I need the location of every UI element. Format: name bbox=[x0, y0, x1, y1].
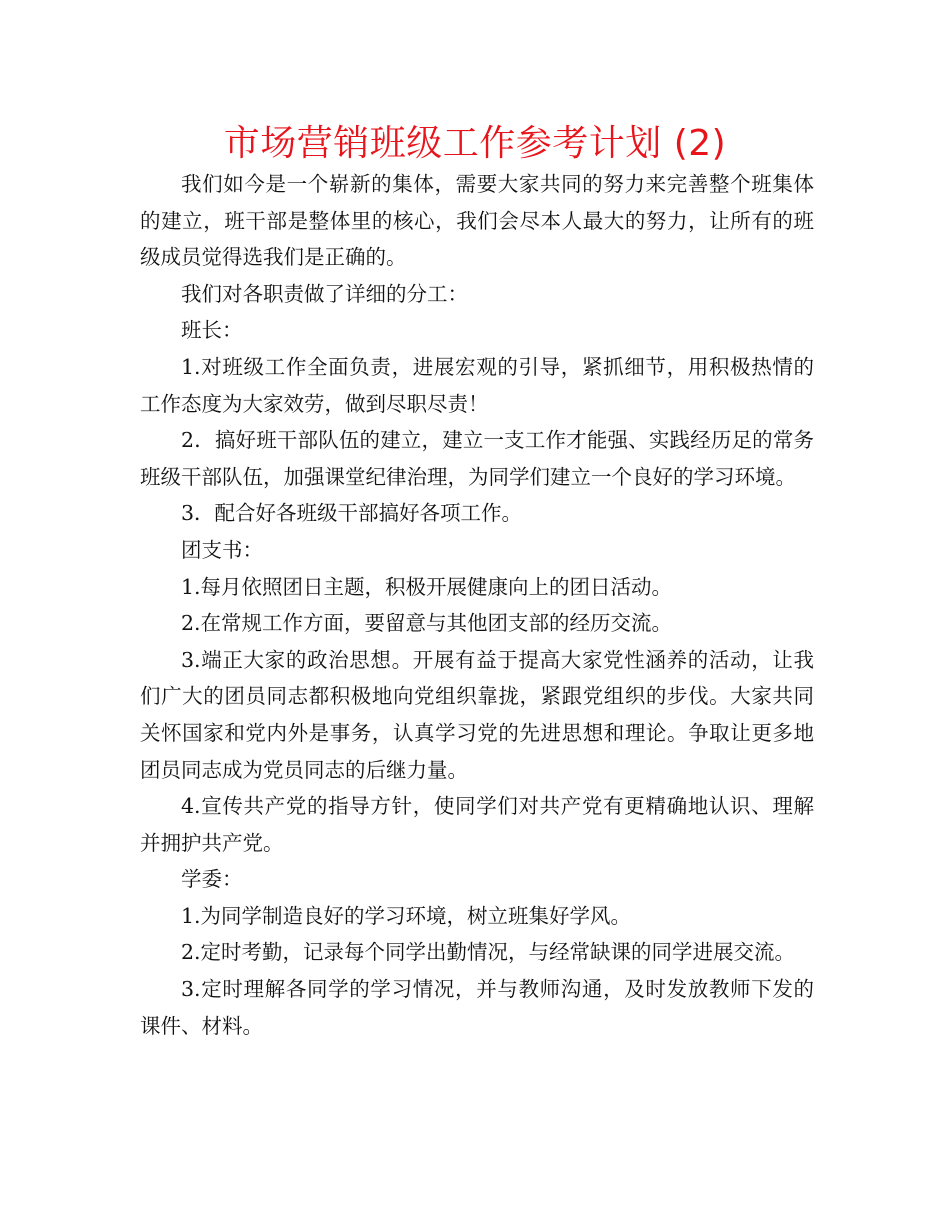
list-item: 2.在常规工作方面，要留意与其他团支部的经历交流。 bbox=[181, 611, 673, 636]
list-item: 1.每月依照团日主题，积极开展健康向上的团日活动。 bbox=[181, 574, 673, 599]
list-item: 1.对班级工作全面负责，进展宏观的引导，紧抓细节，用积极热情的工作态度为大家效劳，做到尽职尽责！ bbox=[140, 354, 814, 416]
document-title: 市场营销班级工作参考计划 (2) bbox=[223, 123, 727, 164]
list-item: 1.为同学制造良好的学习环境，树立班集好学风。 bbox=[181, 903, 632, 928]
section-heading-monitor: 班长： bbox=[181, 318, 243, 343]
section-heading-league-secretary: 团支书： bbox=[181, 537, 263, 562]
paragraph: 我们对各职责做了详细的分工： bbox=[181, 281, 468, 306]
list-item: 2.定时考勤，记录每个同学出勤情况，与经常缺课的同学进展交流。 bbox=[181, 940, 796, 965]
section-heading-study-committee: 学委： bbox=[181, 867, 243, 892]
list-item: 3.定时理解各同学的学习情况，并与教师沟通，及时发放教师下发的课件、材料。 bbox=[140, 977, 814, 1038]
list-item: 2．搞好班干部队伍的建立，建立一支工作才能强、实践经历足的常务班级干部队伍，加强课堂纪律治理，为同学们建立一个良好的学习环境。 bbox=[140, 428, 814, 489]
list-item: 3.端正大家的政治思想。开展有益于提高大家党性涵养的活动，让我们广大的团员同志都积极地向党组织靠拢，紧跟党组织的步伐。大家共同关怀国家和党内外是事务，认真学习党的先进思想和理论。争取让更多地团员同志成为党员同志的后继力量。 bbox=[140, 647, 814, 782]
paragraph: 我们如今是一个崭新的集体，需要大家共同的努力来完善整个班集体的建立，班干部是整体里的核心，我们会尽本人最大的努力，让所有的班级成员觉得选我们是正确的。 bbox=[140, 172, 814, 270]
document-body bbox=[140, 166, 814, 1044]
list-item: 3．配合好各班级干部搞好各项工作。 bbox=[181, 501, 523, 526]
list-item: 4.宣传共产党的指导方针，使同学们对共产党有更精确地认识、理解并拥护共产党。 bbox=[140, 794, 814, 855]
